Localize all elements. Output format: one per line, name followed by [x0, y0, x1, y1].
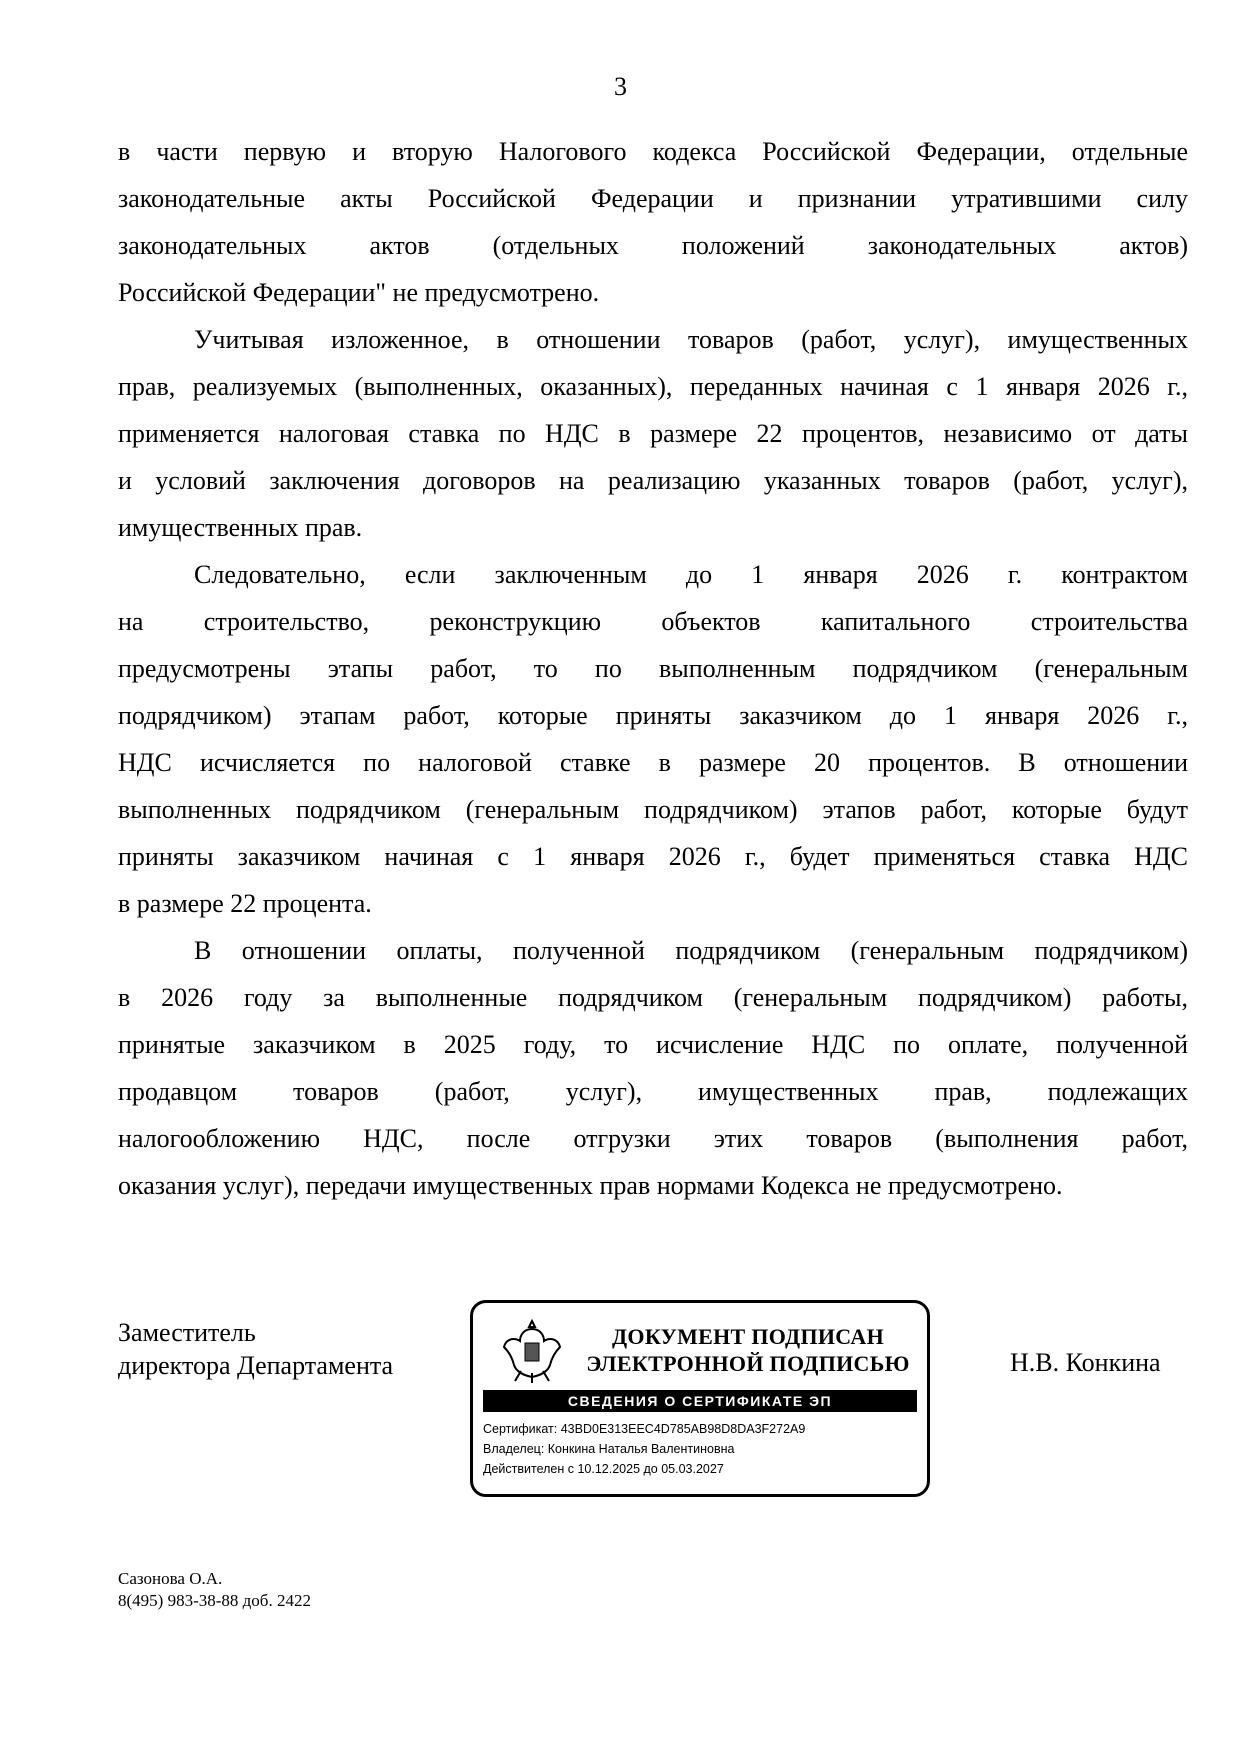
signatory-name: Н.В. Конкина [1010, 1348, 1161, 1377]
paragraph [118, 927, 1188, 1209]
text-line: Следовательно, если заключенным до 1 января 2026 г. контрактом [194, 560, 1188, 589]
certificate-number: Сертификат: 43BD0E313EEC4D785AB98D8DA3F272A9 [483, 1422, 806, 1436]
executor-name: Сазонова О.А. [118, 1569, 223, 1588]
stamp-title-line-2: ЭЛЕКТРОННОЙ ПОДПИСЬЮ [586, 1351, 910, 1376]
text-line: прав, реализуемых (выполненных, оказанных), переданных начиная с 1 января 2026 г., [118, 372, 1188, 401]
stamp-title [583, 1323, 913, 1377]
text-line: в размере 22 процента. [118, 889, 372, 918]
text-line: на строительство, реконструкцию объектов капитального строительства [118, 607, 1188, 636]
text-line: НДС исчисляется по налоговой ставке в размере 20 процентов. В отношении [118, 748, 1188, 777]
text-line: продавцом товаров (работ, услуг), имущественных прав, подлежащих [118, 1077, 1188, 1106]
text-line: Учитывая изложенное, в отношении товаров (работ, услуг), имущественных [194, 325, 1188, 354]
text-line: применяется налоговая ставка по НДС в размере 22 процентов, независимо от даты [118, 419, 1188, 448]
text-line: и условий заключения договоров на реализацию указанных товаров (работ, услуг), [118, 466, 1188, 495]
text-line: оказания услуг), передачи имущественных прав нормами Кодекса не предусмотрено. [118, 1171, 1063, 1200]
text-line: налогообложению НДС, после отгрузки этих товаров (выполнения работ, [118, 1124, 1188, 1153]
stamp-title-line-1: ДОКУМЕНТ ПОДПИСАН [611, 1324, 884, 1349]
signatory-position [118, 1316, 393, 1382]
electronic-signature-stamp [470, 1300, 930, 1497]
text-line: в части первую и вторую Налогового кодекса Российской Федерации, отдельные [118, 137, 1188, 166]
position-line-1: Заместитель [118, 1318, 256, 1347]
position-line-2: директора Департамента [118, 1351, 394, 1380]
text-line: Российской Федерации" не предусмотрено. [118, 278, 600, 307]
text-line: принятые заказчиком в 2025 году, то исчисление НДС по оплате, полученной [118, 1030, 1188, 1059]
letter-body [118, 128, 1188, 1209]
text-line: подрядчиком) этапам работ, которые приняты заказчиком до 1 января 2026 г., [118, 701, 1188, 730]
text-line: приняты заказчиком начиная с 1 января 2026 г., будет применяться ставка НДС [118, 842, 1188, 871]
coat-of-arms-icon [501, 1317, 563, 1385]
paragraph [118, 128, 1188, 316]
certificate-info-header: СВЕДЕНИЯ О СЕРТИФИКАТЕ ЭП [483, 1390, 917, 1412]
certificate-owner: Владелец: Конкина Наталья Валентиновна [483, 1442, 735, 1456]
text-line: выполненных подрядчиком (генеральным подрядчиком) этапов работ, которые будут [118, 795, 1188, 824]
text-line: имущественных прав. [118, 513, 363, 542]
paragraph [118, 316, 1188, 551]
text-line: предусмотрены этапы работ, то по выполненным подрядчиком (генеральным [118, 654, 1188, 683]
executor-info [118, 1568, 311, 1612]
text-line: в 2026 году за выполненные подрядчиком (генеральным подрядчиком) работы, [118, 983, 1188, 1012]
text-line: В отношении оплаты, полученной подрядчиком (генеральным подрядчиком) [194, 936, 1188, 965]
text-line: законодательные акты Российской Федерации и признании утратившими силу [118, 184, 1188, 213]
page-number: 3 [614, 72, 627, 101]
certificate-info [483, 1419, 805, 1479]
executor-phone: 8(495) 983-38-88 доб. 2422 [118, 1591, 311, 1610]
paragraph [118, 551, 1188, 927]
text-line: законодательных актов (отдельных положений законодательных актов) [118, 231, 1188, 260]
certificate-validity: Действителен с 10.12.2025 до 05.03.2027 [483, 1462, 724, 1476]
